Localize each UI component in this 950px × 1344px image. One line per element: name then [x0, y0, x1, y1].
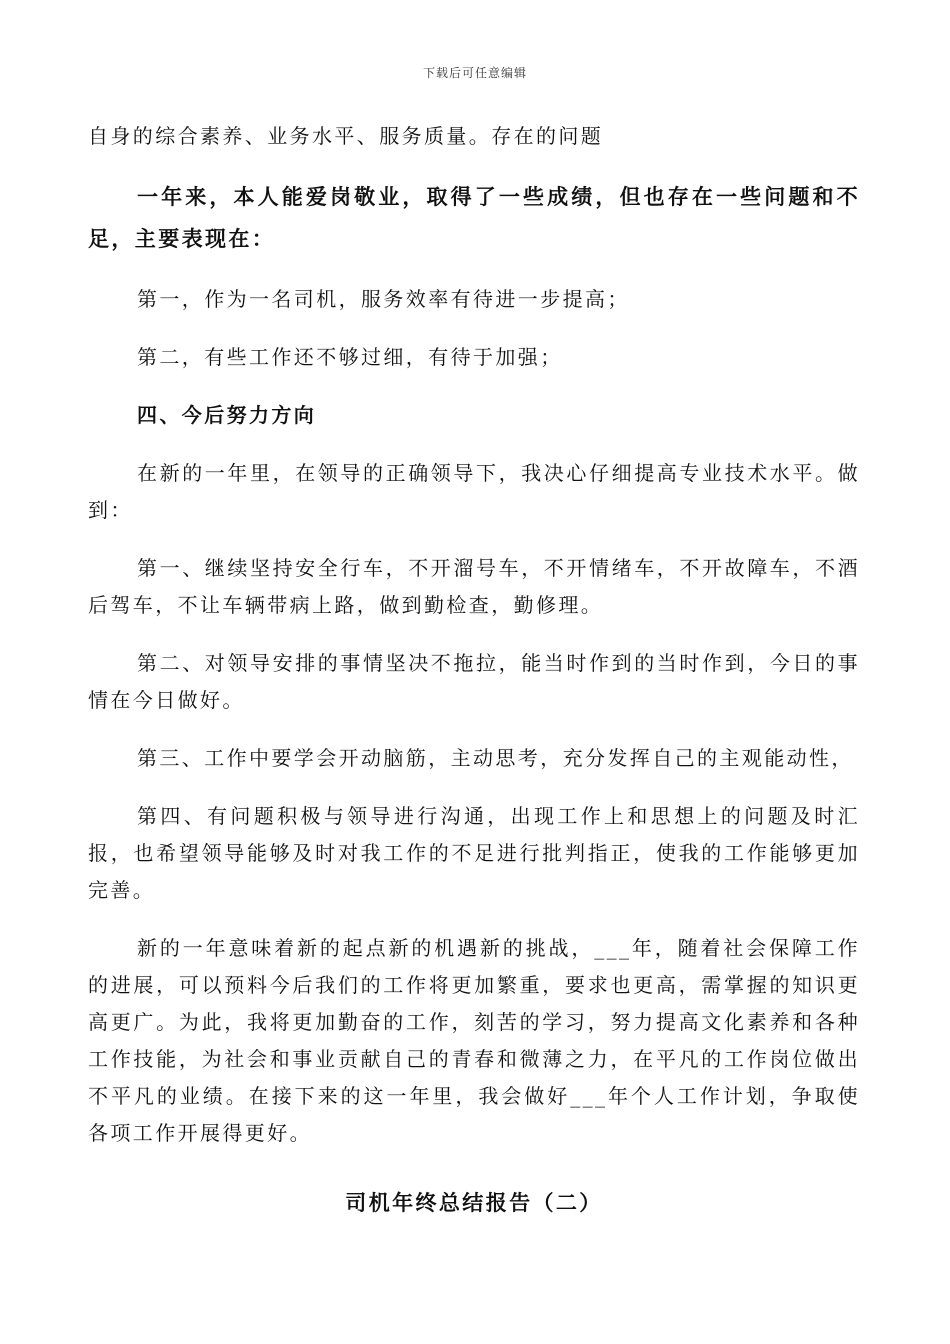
- paragraph-goal-2: 第二、对领导安排的事情坚决不拖拉，能当时作到的当时作到，今日的事情在今日做好。: [88, 651, 860, 712]
- paragraph-goal-4: 第四、有问题积极与领导进行沟通，出现工作上和思想上的问题及时汇报，也希望领导能够及时对我工作的不足进行批判指正，使我的工作能够更加完善。: [88, 804, 860, 902]
- paragraph-problem-1: 第一，作为一名司机，服务效率有待进一步提高；: [137, 287, 630, 311]
- paragraph-conclusion: 新的一年意味着新的起点新的机遇新的挑战，___年，随着社会保障工作的进展，可以预料今后我们的工作将更加繁重，要求也更高，需掌握的知识更高更广。为此，我将更加勤奋的工作，刻苦的学习，努力提高文化素养和各种工作技能，为社会和事业贡献自己的青春和微薄之力，在平凡的工作岗位做出不平凡的业绩。在接下来的这一年里，我会做好___年个人工作计划，争取使各项工作开展得更好。: [88, 936, 860, 1145]
- paragraph-quality-issues: 自身的综合素养、业务水平、服务质量。存在的问题: [88, 124, 604, 148]
- paragraph-goal-1: 第一、继续坚持安全行车，不开溜号车，不开情绪车，不开故障车，不酒后驾车，不让车辆带病上路，做到勤检查，勤修理。: [88, 556, 860, 617]
- section-title-report-two: 司机年终总结报告（二）: [345, 1190, 603, 1215]
- section-heading-future-direction: 四、今后努力方向: [137, 403, 317, 427]
- paragraph-problems-summary: 一年来，本人能爱岗敬业，取得了一些成绩，但也存在一些问题和不足，主要表现在：: [88, 184, 860, 251]
- paragraph-goal-3: 第三、工作中要学会开动脑筋，主动思考，充分发挥自己的主观能动性，: [137, 746, 854, 770]
- paragraph-future-intro: 在新的一年里，在领导的正确领导下，我决心仔细提高专业技术水平。做到：: [88, 461, 860, 522]
- page-header: 下载后可任意编辑: [422, 66, 527, 80]
- document-body: [88, 118, 860, 1221]
- paragraph-problem-2: 第二，有些工作还不够过细，有待于加强；: [137, 345, 563, 369]
